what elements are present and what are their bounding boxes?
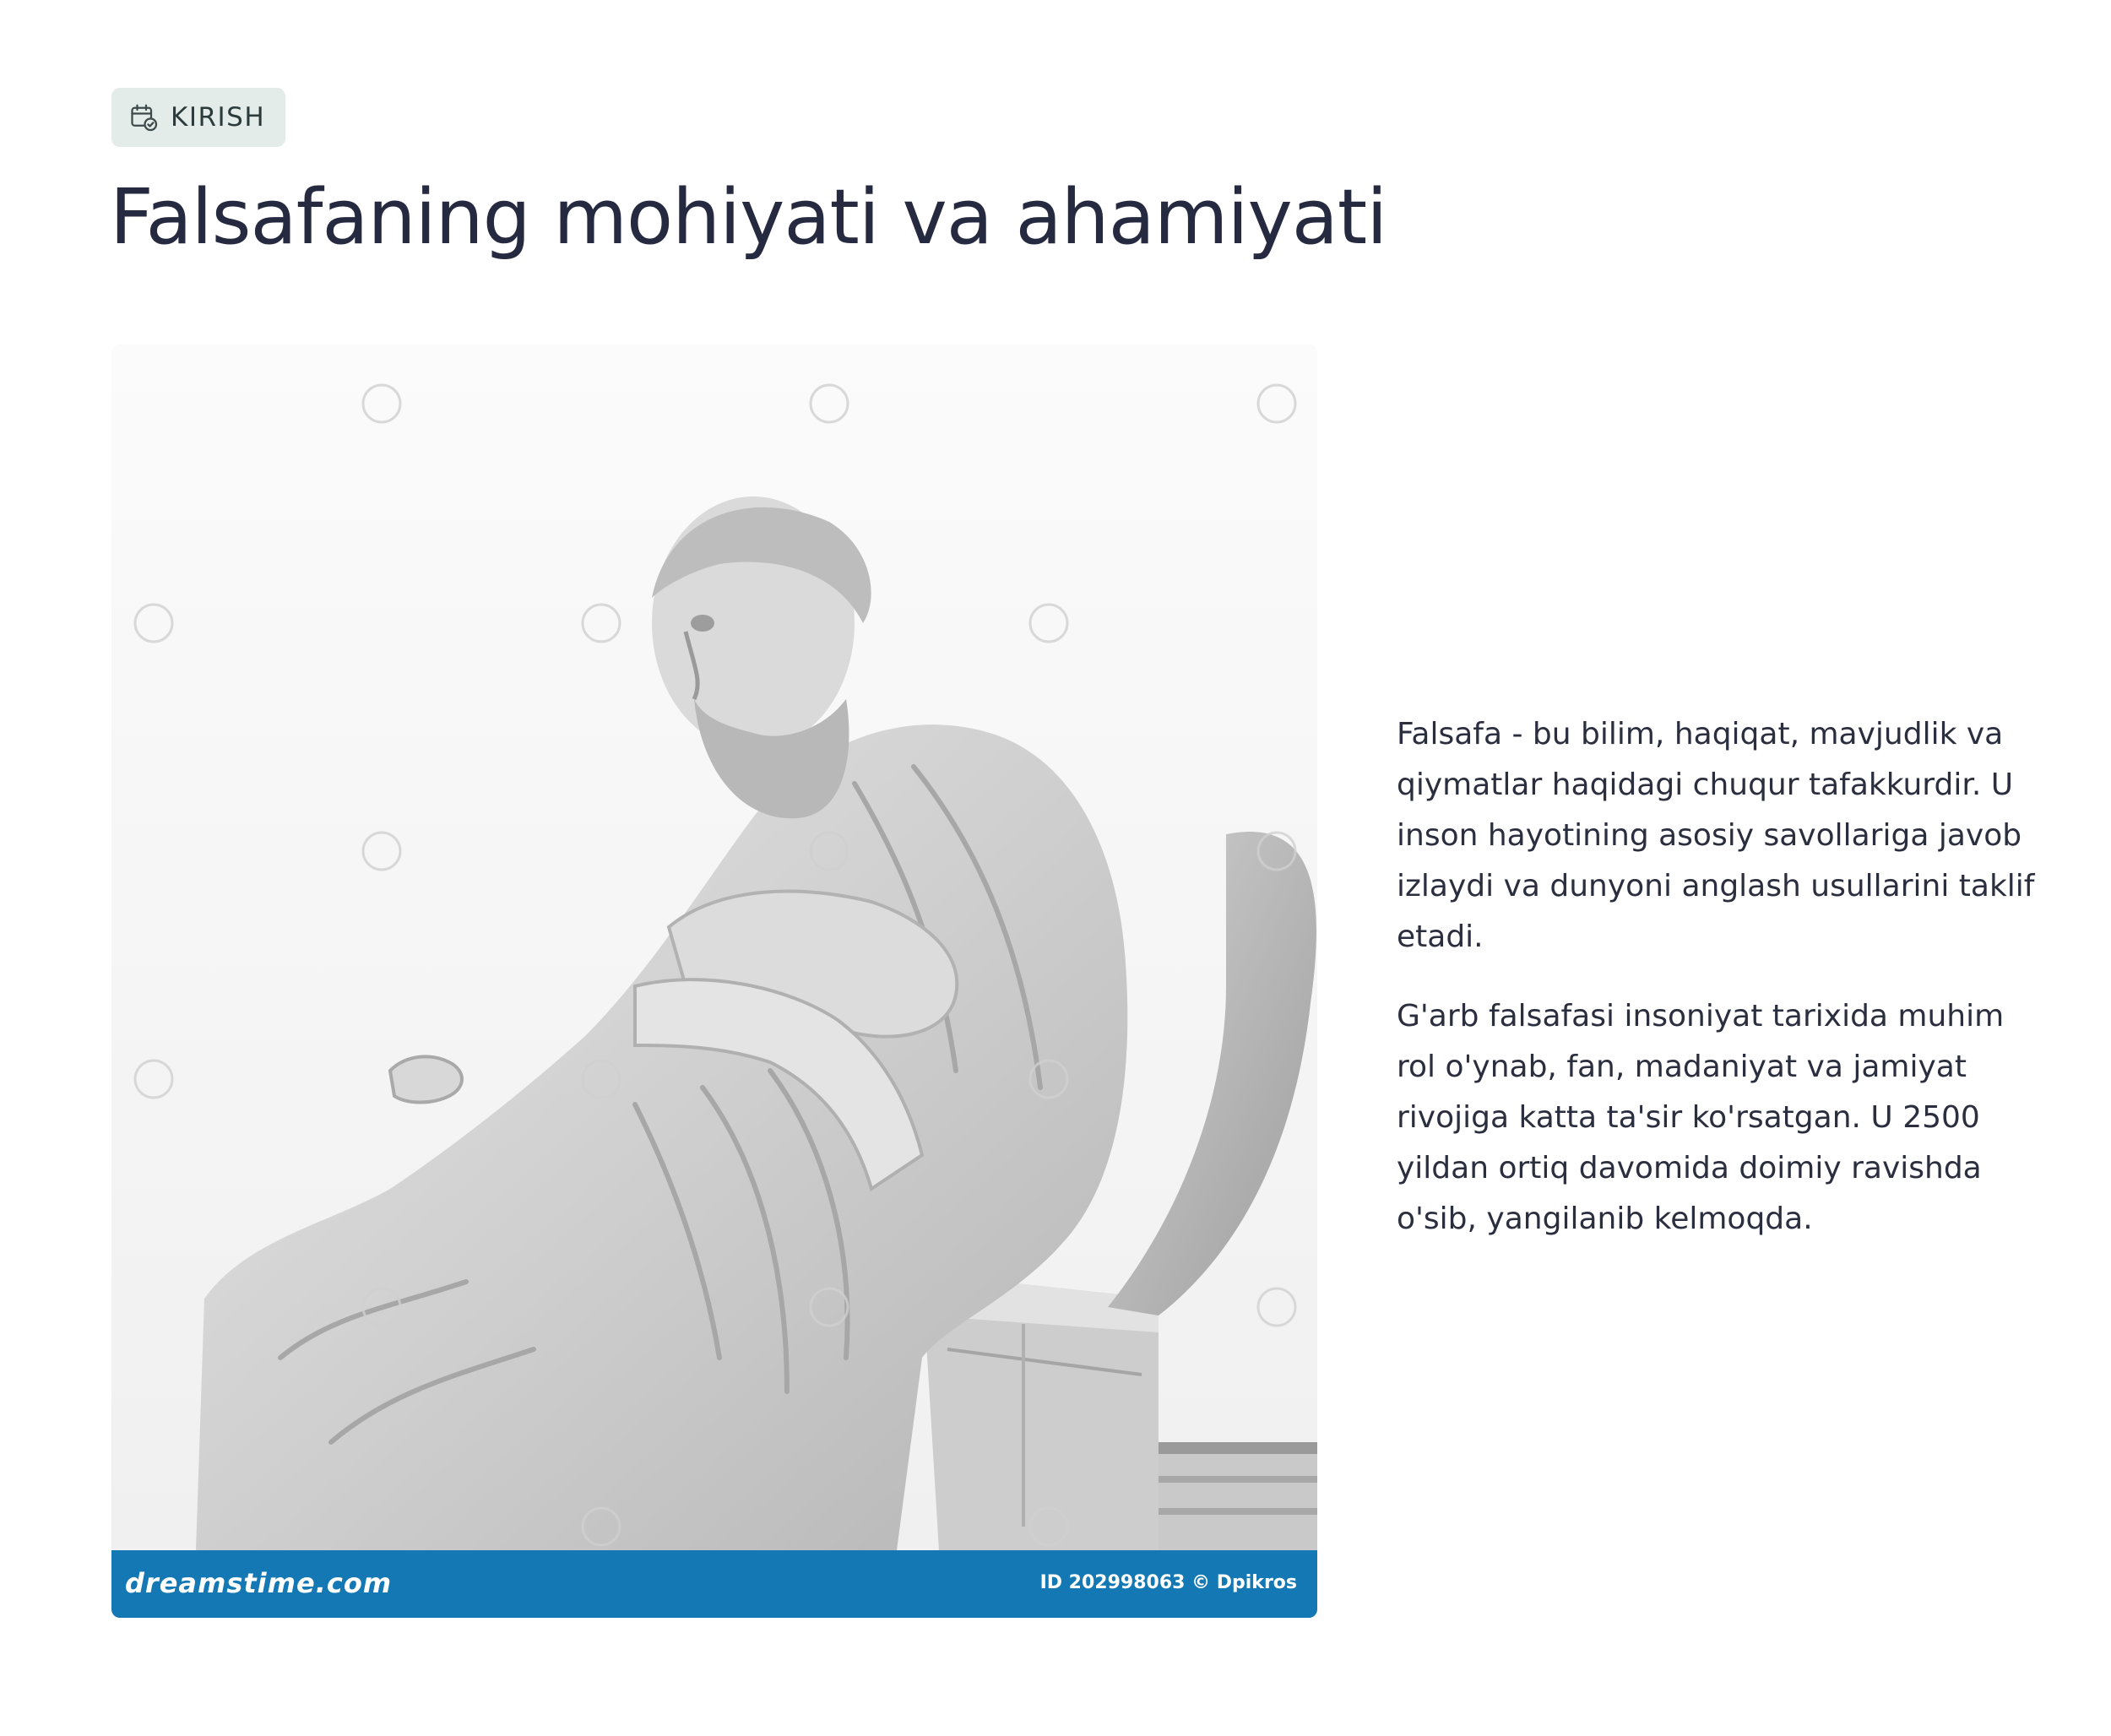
statue-left-hand	[390, 1056, 462, 1102]
section-badge-label: KIRISH	[171, 102, 266, 133]
paragraph-1: Falsafa - bu bilim, haqiqat, mavjudlik va qiymatlar haqidagi chuqur tafakkurdir. U inson hayotining asosiy savollariga javob izlaydi va dunyoni anglash usullarini taklif etadi.	[1397, 717, 2035, 954]
image-id: ID 202998063 © Dpikros	[1039, 1572, 1297, 1593]
paragraph-2: G'arb falsafasi insoniyat tarixida muhim rol o'ynab, fan, madaniyat va jamiyat rivojiga katta ta'sir ko'rsatgan. U 2500 yildan ortiq davomida doimiy ravishda o'sib, yangilanib kelmoqda.	[1397, 999, 2005, 1236]
statue-figure	[111, 344, 1317, 1618]
intro-text	[1397, 709, 2038, 1273]
calendar-check-icon	[128, 102, 159, 133]
section-badge	[111, 88, 285, 147]
building-corner	[1159, 1442, 1317, 1550]
image-credit-bar	[111, 1550, 1317, 1618]
image-brand: dreamstime.com	[125, 1567, 393, 1599]
statue-photo	[111, 344, 1317, 1550]
page-title: Falsafaning mohiyati va ahamiyati	[110, 173, 1387, 262]
